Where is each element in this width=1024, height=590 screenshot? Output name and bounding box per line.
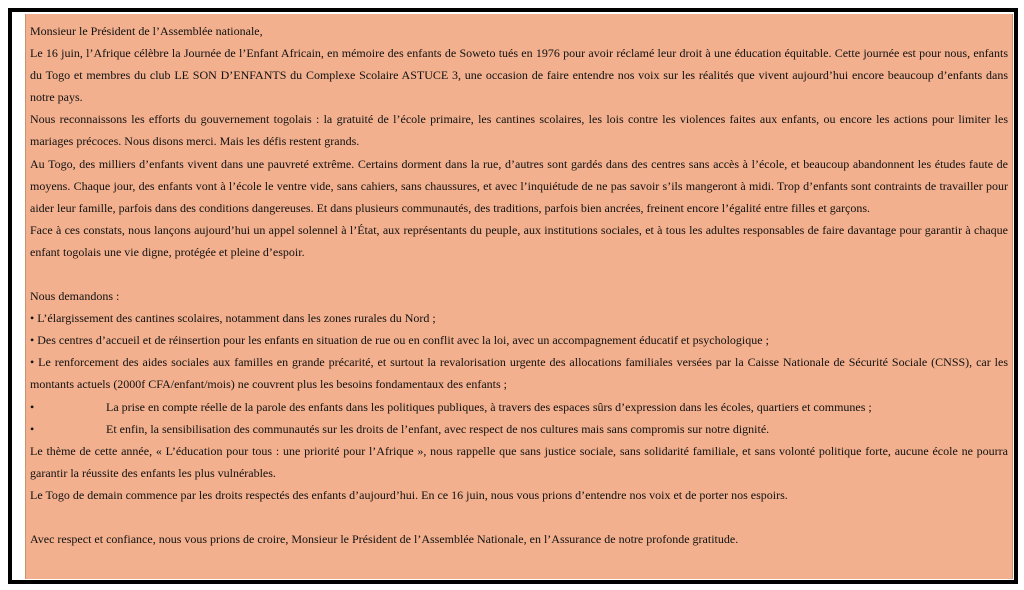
demand-text: Et enfin, la sensibilisation des communautés sur les droits de l’enfant, avec respect de nos cultures mais sans compromis sur notre dignité. (106, 421, 770, 436)
blank-line (30, 506, 1008, 528)
salutation: Monsieur le Président de l’Assemblée nationale, (30, 24, 263, 38)
demand-item (30, 418, 1008, 440)
demand-item: • L’élargissement des cantines scolaires, notamment dans les zones rurales du Nord ; (30, 311, 436, 326)
demands-intro: Nous demandons : (30, 289, 120, 304)
blank-line (30, 263, 1008, 285)
closing: Avec respect et confiance, nous vous prions de croire, Monsieur le Président de l’Assemblée Nationale, en l’Assurance de notre profonde gratitude. (30, 531, 739, 546)
bullet-symbol: • (30, 421, 35, 436)
demand-item: • Des centres d’accueil et de réinsertion pour les enfants en situation de rue ou en conflit avec la loi, avec un accompagnement éducatif et psychologique ; (30, 333, 769, 348)
paragraph-appeal: Face à ces constats, nous lançons aujourd’hui un appel solennel à l’État, aux représentants du peuple, aux institutions sociales, et à tous les adultes responsables de faire davantage pour garantir à chaque enfant togolais une vie digne, protégée et pleine d’espoir. (30, 222, 1008, 259)
demand-item: • Le renforcement des aides sociales aux familles en grande précarité, et surtout la revalorisation urgente des allocations familiales versées par la Caisse Nationale de Sécurité Sociale (CNSS), car les montants actuels (2000f CFA/enfant/mois) ne couvrent plus les besoins fondamentaux des enfants ; (30, 355, 1008, 392)
paragraph-theme: Le thème de cette année, « L’éducation pour tous : une priorité pour l’Afrique », nous rappelle que sans justice sociale, sans solidarité familiale, et sans volonté politique forte, aucune école ne pourra garantir la réussite des enfants les plus vulnérables. (30, 443, 1008, 480)
paragraph-future: Le Togo de demain commence par les droits respectés des enfants d’aujourd’hui. En ce 16 juin, nous vous prions d’entendre nos voix et de porter nos espoirs. (30, 487, 788, 502)
demand-text: La prise en compte réelle de la parole des enfants dans les politiques publiques, à travers des espaces sûrs d’expression dans les écoles, quartiers et communes ; (106, 399, 872, 414)
letter-body (25, 14, 1013, 579)
paragraph-intro: Le 16 juin, l’Afrique célèbre la Journée de l’Enfant Africain, en mémoire des enfants de Soweto tués en 1976 pour avoir réclamé leur droit à une éducation équitable. Cette journée est pour nous, enfants du Togo et membres du club LE SON D’ENFANTS du Complexe Scolaire ASTUCE 3, une occasion de faire entendre nos voix sur les réalités que vivent aujourd’hui encore beaucoup d’enfants dans notre pays. (30, 46, 1008, 105)
letter-frame (8, 8, 1018, 584)
bullet-symbol: • (30, 399, 35, 414)
paragraph-challenges: Au Togo, des milliers d’enfants vivent dans une pauvreté extrême. Certains dorment dans la rue, d’autres sont gardés dans des centres sans accès à l’école, et beaucoup abandonnent les études faute de moyens. Chaque jour, des enfants vont à l’école le ventre vide, sans cahiers, sans chaussures, et avec l’inquiétude de ne pas savoir s’ils mangeront à midi. Trop d’enfants sont contraints de travailler pour aider leur famille, parfois dans des conditions dangereuses. Et dans plusieurs communautés, des traditions, parfois bien ancrées, freinent encore l’égalité entre filles et garçons. (30, 156, 1008, 215)
demand-item (30, 396, 1008, 418)
paragraph-acknowledgement: Nous reconnaissons les efforts du gouvernement togolais : la gratuité de l’école primaire, les cantines scolaires, les lois contre les violences faites aux enfants, ou encore les actions pour limiter les mariages précoces. Nous disons merci. Mais les défis restent grands. (30, 112, 1008, 149)
